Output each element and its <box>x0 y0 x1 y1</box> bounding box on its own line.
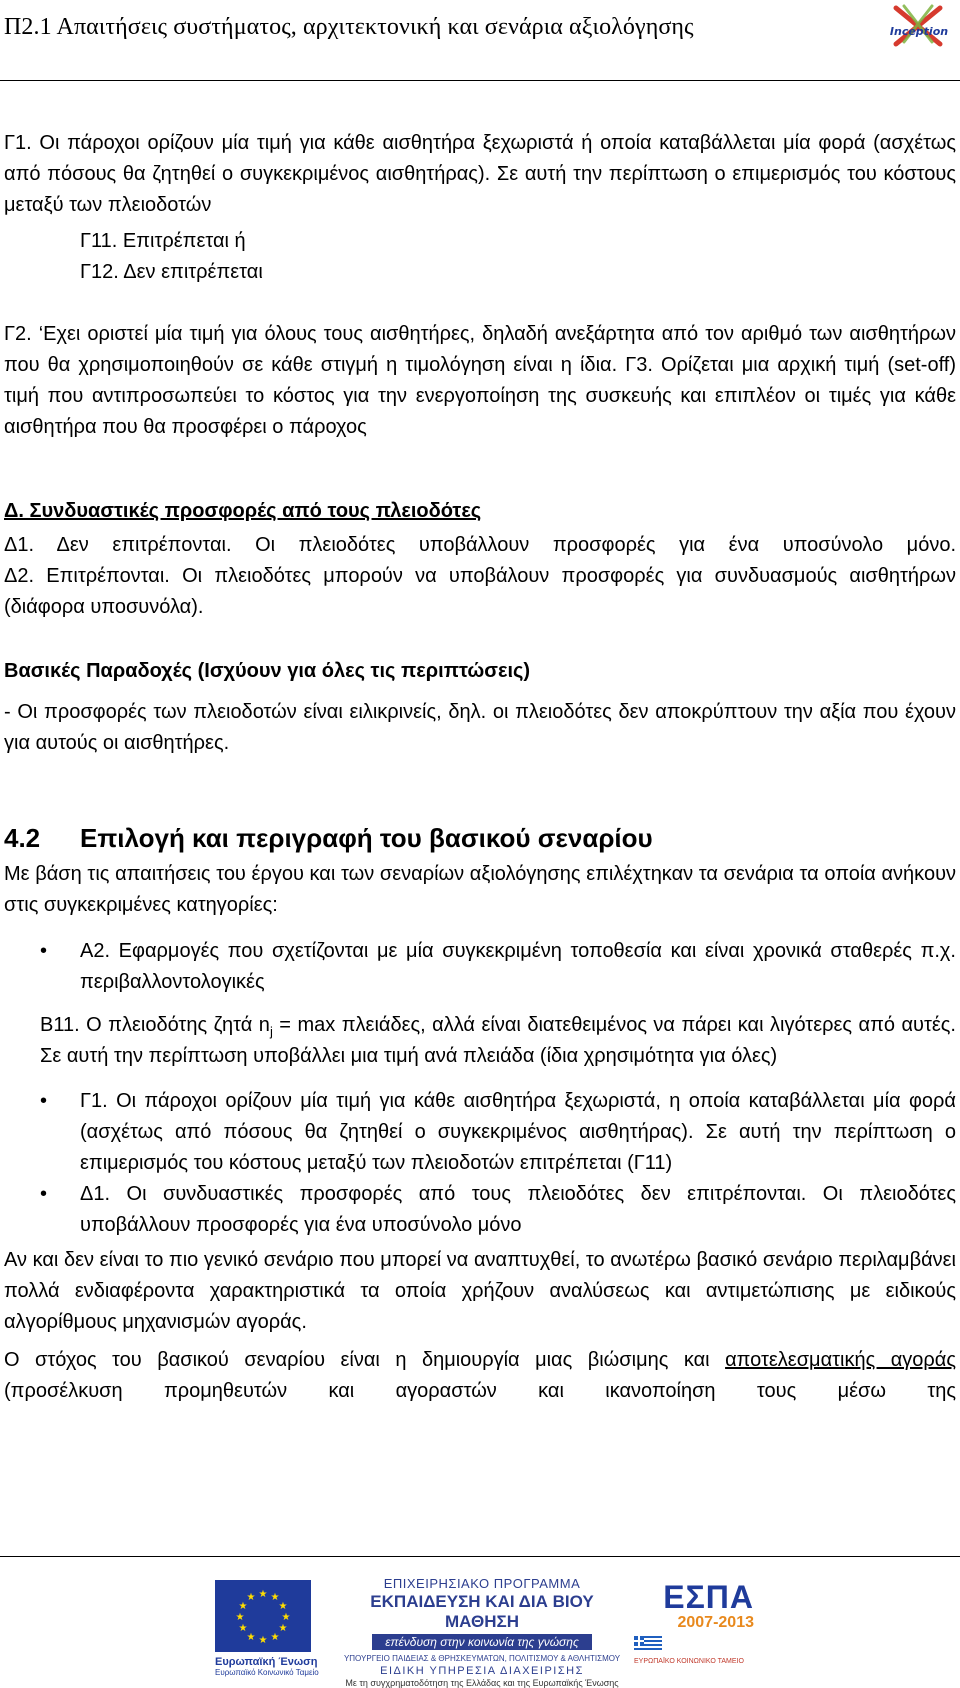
espa-years: 2007-2013 <box>677 1614 754 1631</box>
section-title: Επιλογή και περιγραφή του βασικού σεναρίου <box>80 823 653 853</box>
paragraph-goal <box>4 1345 956 1407</box>
item-g11: Γ11. Επιτρέπεται ή <box>80 230 246 252</box>
header-divider <box>0 80 960 81</box>
svg-text:★: ★ <box>235 1612 245 1623</box>
op-line4: ΥΠΟΥΡΓΕΙΟ ΠΑΙΔΕΙΑΣ & ΘΡΗΣΚΕΥΜΑΤΩΝ, ΠΟΛΙΤΙΣΜΟΥ & ΑΘΛΗΤΙΣΜΟΥ <box>343 1654 621 1663</box>
paragraph-b11 <box>4 1010 956 1072</box>
svg-text:★: ★ <box>278 1601 288 1612</box>
b11-subscript: j <box>269 1024 273 1039</box>
svg-text:★: ★ <box>258 1635 268 1646</box>
espa-word: ΕΣΠΑ <box>663 1579 754 1615</box>
svg-text:★: ★ <box>238 1601 248 1612</box>
goal-post: (προσέλκυση προμηθευτών και αγοραστών και ικανοποίηση τους μέσω της <box>4 1380 956 1402</box>
page-footer <box>0 1570 960 1688</box>
heading-basic-assumptions: Βασικές Παραδοχές (Ισχύουν για όλες τις περιπτώσεις) <box>4 660 531 682</box>
b11-pre: B11. Ο πλειοδότης ζητά n <box>40 1014 270 1036</box>
text-g2: Γ2. ‘Εχει οριστεί μία τιμή για όλους τους αισθητήρες, δηλαδή ανεξάρτητα από τον αριθμό των αισθητήρων που θα χρησιμοποιηθούν σε κάθε στιγμή η τιμολόγηση είναι η ίδια. <box>4 323 956 376</box>
espa-logo <box>634 1580 754 1666</box>
svg-text:★: ★ <box>238 1623 248 1634</box>
svg-text:★: ★ <box>281 1612 291 1623</box>
inception-logo <box>884 2 954 58</box>
espa-caption: ΕΥΡΩΠΑΪΚΟ ΚΟΙΝΩΝΙΚΟ ΤΑΜΕΙΟ <box>634 1658 744 1665</box>
b11-post: = max πλειάδες, αλλά είναι διατεθειμένος να πάρει και λιγότερες από αυτές. Σε αυτή την περίπτωση υποβάλλει μια τιμή ανά πλειάδα (ίδια χρησιμότητα για όλες) <box>40 1014 956 1067</box>
basic-assumptions-text: - Οι προσφορές των πλειοδοτών είναι ειλικρινείς, δηλ. οι πλειοδότες δεν αποκρύπτουν την αξία που έχουν για αυτούς οι αισθητήρες. <box>4 701 956 754</box>
document-body <box>4 128 956 1407</box>
eu-logo <box>215 1580 319 1678</box>
svg-text:★: ★ <box>246 1632 256 1643</box>
section-number: 4.2 <box>4 823 41 853</box>
bullet-d1: • Δ1. Οι συνδυαστικές προσφορές από τους πλειοδότες δεν επιτρέπονται. Οι πλειοδότες υποβάλλουν προσφορές για ένα υποσύνολο μόνο <box>4 1179 956 1241</box>
logo-text: Inception <box>889 25 949 38</box>
intro-paragraph: Με βάση τις απαιτήσεις του έργου και των σεναρίων αξιολόγησης επιλέχτηκαν τα σενάρια τα οποία ανήκουν στις συγκεκριμένες κατηγορίες: <box>4 863 956 916</box>
svg-text:★: ★ <box>258 1589 268 1600</box>
text-g3: Γ3. Ορίζεται μια αρχική τιμή (set-off) τιμή που αντιπροσωπεύει το κόστος για την ενεργοποίηση της συσκευής και επιπλέον οι τιμές για κάθε αισθητήρα που θα προσφέρει ο πάροχος <box>4 354 956 438</box>
goal-pre: Ο στόχος του βασικού σεναρίου είναι η δημιουργία μιας βιώσιμης και <box>4 1349 726 1371</box>
op-line3: επένδυση στην κοινωνία της γνώσης <box>372 1634 592 1650</box>
footer-divider <box>0 1556 960 1557</box>
paragraph-g1: Γ1. Οι πάροχοι ορίζουν μία τιμή για κάθε αισθητήρα ξεχωριστά ή οποία καταβάλλεται μία φορά (ασχέτως από πόσους θα ζητηθεί ο συγκεκριμένος αισθητήρας). Σε αυτή την περίπτωση ο επιμερισμός του κόστους μεταξύ των πλειοδοτών <box>4 132 956 216</box>
op-line1: ΕΠΙΧΕΙΡΗΣΙΑΚΟ ΠΡΟΓΡΑΜΜΑ <box>383 1576 581 1591</box>
item-g12: Γ12. Δεν επιτρέπεται <box>80 261 263 283</box>
op-line2: ΕΚΠΑΙΔΕΥΣΗ ΚΑΙ ΔΙΑ ΒΙΟΥ ΜΑΘΗΣΗ <box>370 1592 594 1631</box>
item-d2: Δ2. Επιτρέπονται. Οι πλειοδότες μπορούν να υποβάλουν προσφορές για συνδυασμούς αισθητήρων (διάφορα υποσυνόλα). <box>4 565 956 618</box>
greek-flag-icon <box>634 1636 662 1652</box>
paragraph-g2-g3 <box>4 319 956 443</box>
svg-text:★: ★ <box>270 1592 280 1603</box>
operational-programme-logo <box>332 1576 632 1688</box>
eu-caption: Ευρωπαϊκή Ένωση <box>215 1656 318 1668</box>
bullet-g1: • Γ1. Οι πάροχοι ορίζουν μία τιμή για κάθε αισθητήρα ξεχωριστά, η οποία καταβάλλεται μία φορά (ασχέτως από πόσους θα ζητηθεί ο συγκεκριμένος αισθητήρας). Σε αυτή την περίπτωση ο επιμερισμός του κόστους μεταξύ των πλειοδοτών επιτρέπεται (Γ11) <box>4 1086 956 1179</box>
svg-text:★: ★ <box>278 1623 288 1634</box>
svg-text:★: ★ <box>270 1632 280 1643</box>
header-title: Π2.1 Απαιτήσεις συστήματος, αρχιτεκτονική και σενάρια αξιολόγησης <box>4 14 694 40</box>
eu-flag-icon <box>215 1580 311 1652</box>
page-header <box>0 0 960 82</box>
svg-text:★: ★ <box>246 1592 256 1603</box>
section-heading-4-2 <box>4 821 956 855</box>
item-d1: Δ1. Δεν επιτρέπονται. Οι πλειοδότες υποβάλλουν προσφορές για ένα υποσύνολο μόνο. <box>4 534 956 556</box>
eu-subcaption: Ευρωπαϊκό Κοινωνικό Ταμείο <box>215 1668 319 1677</box>
efficient-market-term: αποτελεσματικής αγοράς <box>725 1349 956 1371</box>
op-line5: ΕΙΔΙΚΗ ΥΠΗΡΕΣΙΑ ΔΙΑΧΕΙΡΙΣΗΣ <box>380 1665 584 1677</box>
heading-combinatorial-bids: Δ. Συνδυαστικές προσφορές από τους πλειοδότες <box>4 500 482 522</box>
paragraph-general: Αν και δεν είναι το πιο γενικό σενάριο που μπορεί να αναπτυχθεί, το ανωτέρω βασικό σενάριο περιλαμβάνει πολλά ενδιαφέροντα χαρακτηριστικά τα οποία χρήζουν αναλύσεως και αντιμετώπισης με ειδικούς αλγορίθμους μηχανισμών αγοράς. <box>4 1249 956 1333</box>
bullet-a2: • A2. Εφαρμογές που σχετίζονται με μία συγκεκριμένη τοποθεσία και είναι χρονικά σταθερές π.χ. περιβαλλοντολογικές <box>4 936 956 998</box>
cofunding-note: Με τη συγχρηματοδότηση της Ελλάδας και της Ευρωπαϊκής Ένωσης <box>345 1678 619 1688</box>
